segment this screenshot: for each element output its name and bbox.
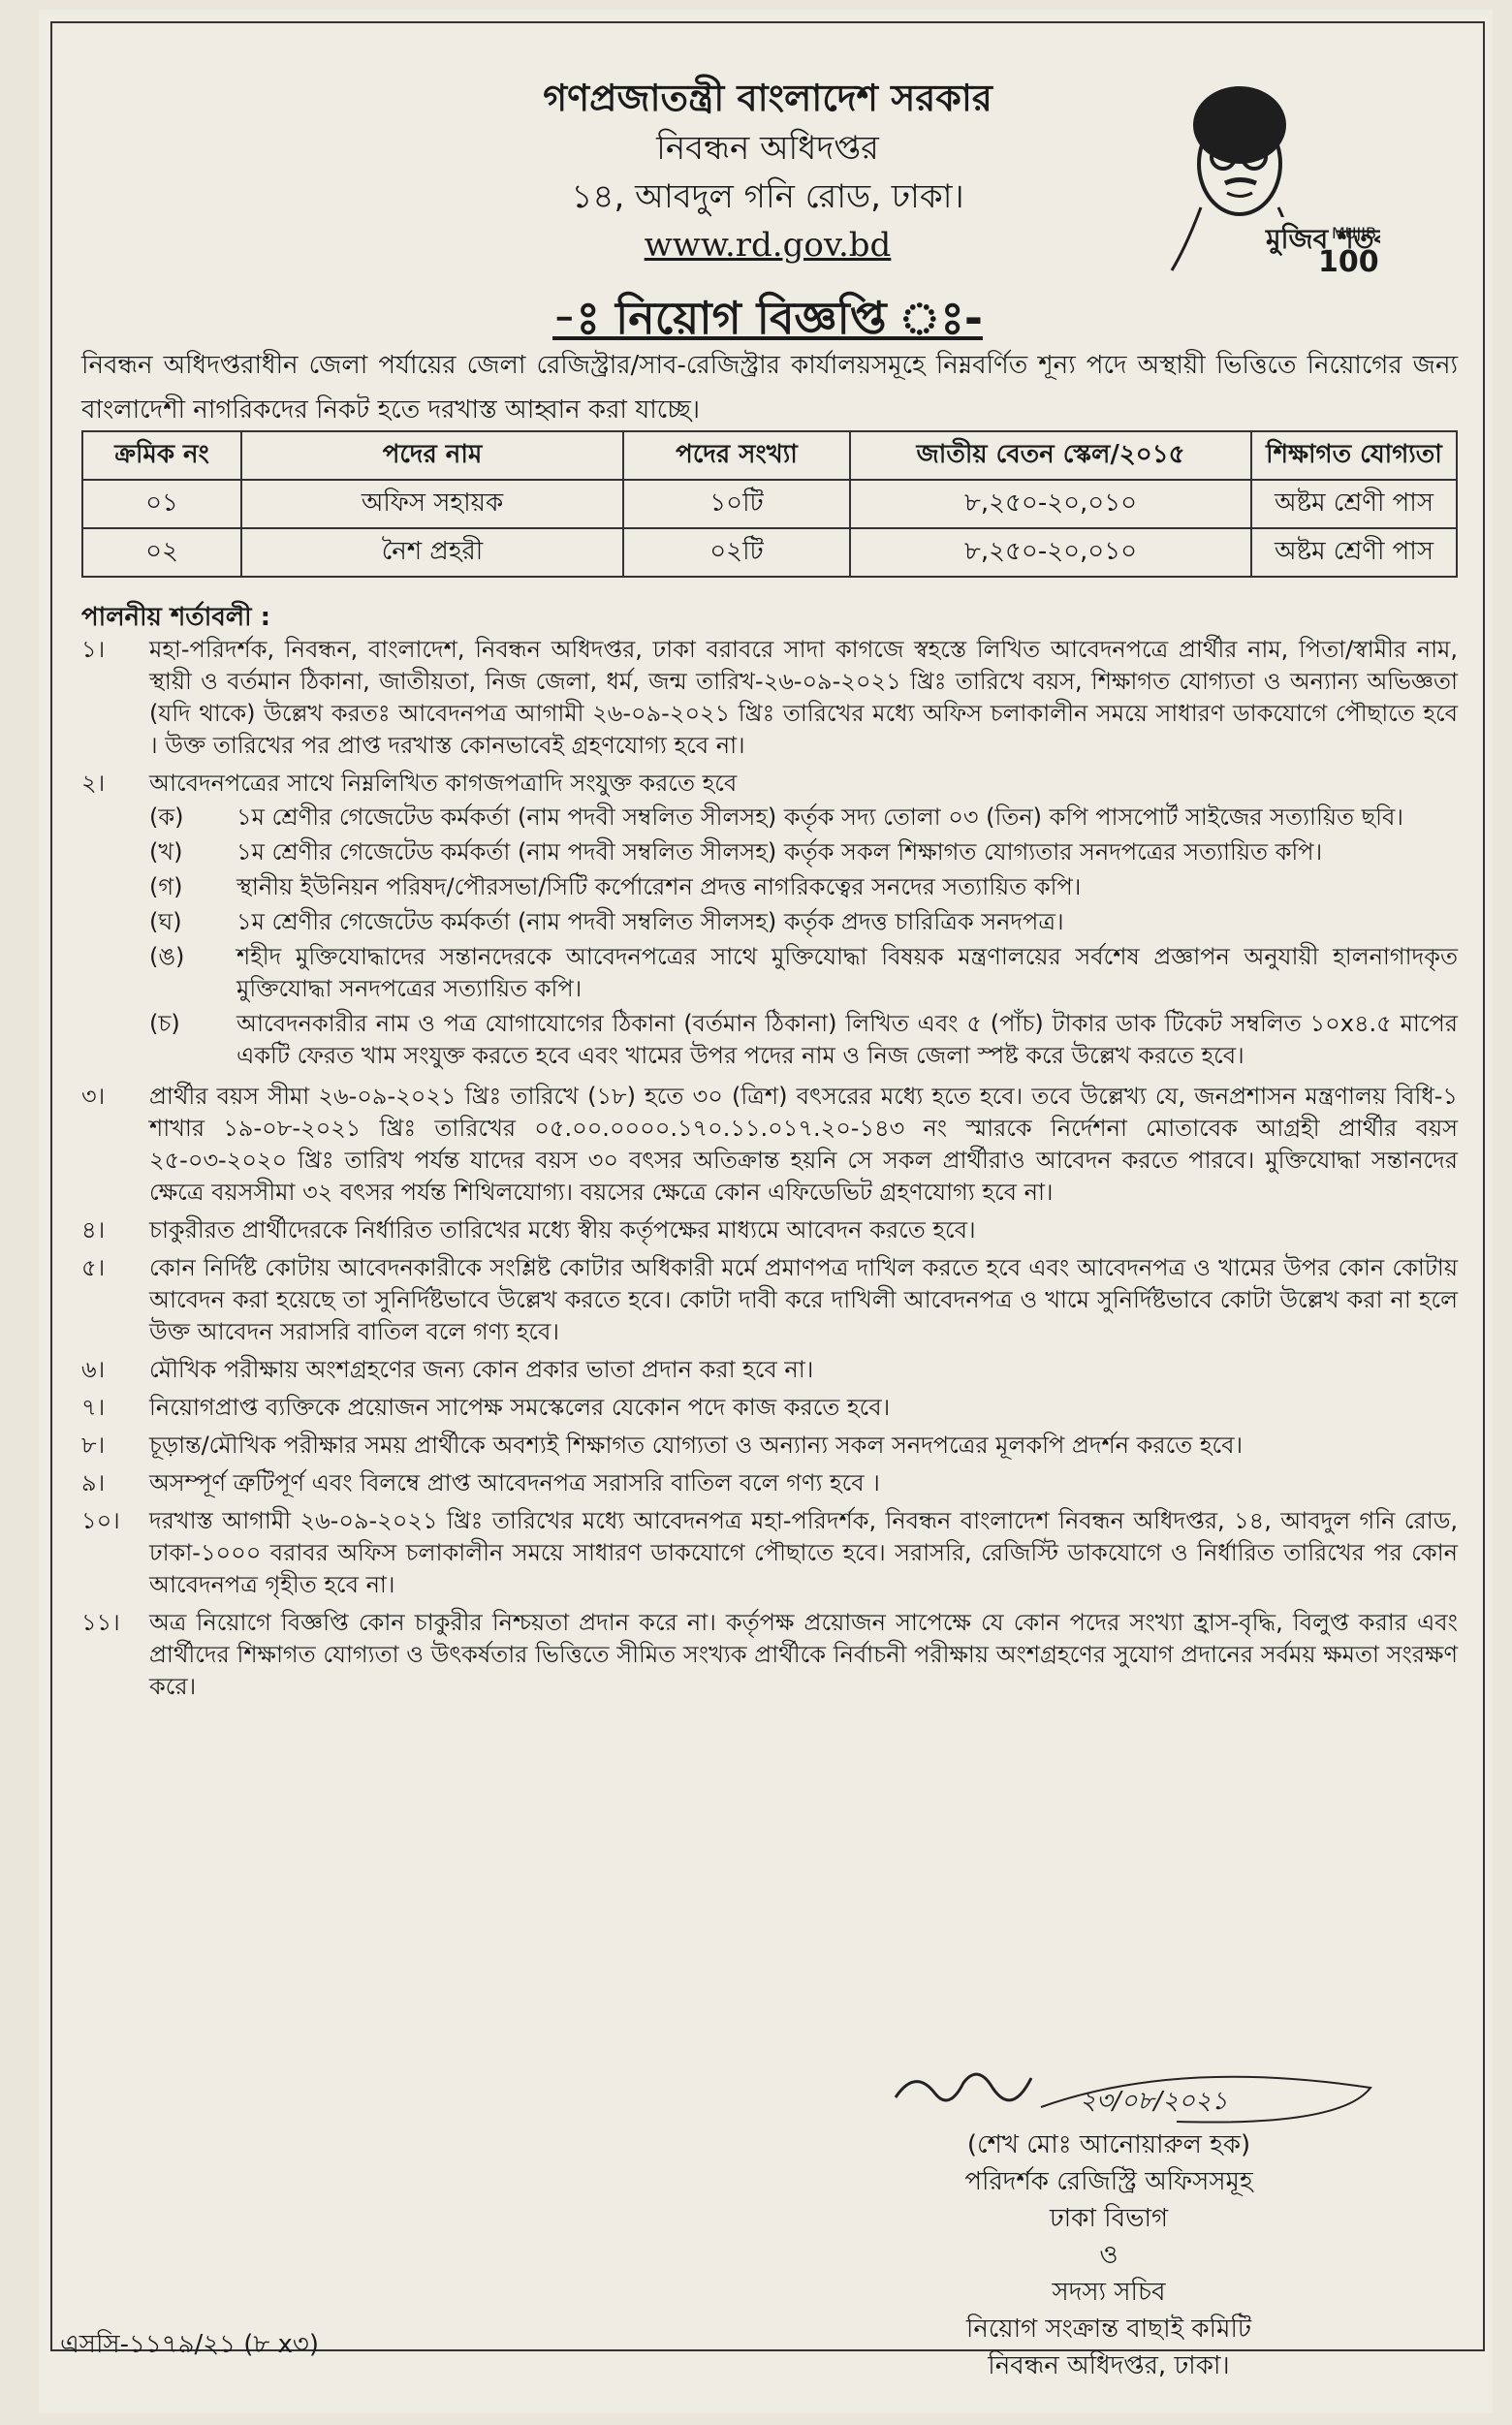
condition-item (81, 1505, 1458, 1601)
condition-item (81, 1252, 1458, 1348)
document-text: ১ম শ্রেণীর গেজেটেড কর্মকর্তা (নাম পদবী সম্বলিত সীলসহ) কর্তৃক সকল শিক্ষাগত যোগ্যতার সনদপত্রের সত্যায়িত কপি। (236, 838, 1323, 866)
col-qualification: শিক্ষাগত যোগ্যতা (1251, 431, 1457, 480)
notice-frame (50, 21, 1485, 2380)
document-item (149, 1008, 1458, 1072)
document-number: (খ) (149, 838, 183, 866)
department-name: নিবন্ধন অধিদপ্তর (656, 129, 879, 168)
documents-list (149, 802, 1458, 1072)
condition-number: ৬। (81, 1356, 106, 1383)
cell-post-name: নৈশ প্রহরী (241, 528, 623, 577)
cell-post-name: অফিস সহায়ক (241, 480, 623, 528)
condition-number: ৯। (81, 1469, 106, 1496)
condition-text: মহা-পরিদর্শক, নিবন্ধন, বাংলাদেশ, নিবন্ধন অধিদপ্তর, ঢাকা বরাবরে সাদা কাগজে স্বহস্তে লিখিত আবেদনপত্রে প্রার্থীর নাম, পিতা/স্বামীর নাম, স্থায়ী ও বর্তমান ঠিকানা, জাতীয়তা, নিজ জেলা, ধর্ম, জন্ম তারিখ-২৬-০৯-২০২১ খ্রিঃ তারিখে বয়স, শিক্ষাগত যোগ্যতা ও অন্যান্য অভিজ্ঞতা (যদি থাকে) উল্লেখ করতঃ আবেদনপত্র আগামী ২৬-০৯-২০২১ খ্রিঃ তারিখের মধ্যে অফিস চলাকালীন সময়ে সাধারণ ডাকযোগে পৌছাতে হবে । উক্ত তারিখের পর প্রাপ্ত দরখাস্ত কোনভাবেই গ্রহণযোগ্য হবে না। (149, 636, 1458, 759)
notice-title: -ঃ নিয়োগ বিজ্ঞপ্তি ঃ- (552, 292, 983, 344)
cell-pay-scale: ৮,২৫০-২০,০১০ (850, 528, 1251, 577)
document-number: (ঘ) (149, 908, 182, 935)
condition-item (81, 1607, 1458, 1703)
condition-item (81, 1354, 1458, 1386)
condition-item (81, 1392, 1458, 1424)
document-number: (গ) (149, 873, 183, 900)
condition-text: নিয়োগপ্রাপ্ত ব্যক্তিকে প্রয়োজন সাপেক্ষ সমস্কেলের যেকোন পদে কাজ করতে হবে। (149, 1394, 891, 1421)
condition-text: আবেদনপত্রের সাথে নিম্নলিখিত কাগজপত্রাদি সংযুক্ত করতে হবে (149, 770, 738, 797)
posts-table (81, 430, 1458, 578)
condition-number: ১। (81, 636, 106, 663)
govt-name: গণপ্রজাতন্ত্রী বাংলাদেশ সরকার (543, 77, 992, 119)
handwritten-signature (886, 2049, 1390, 2136)
cell-qualification: অষ্টম শ্রেণী পাস (1251, 528, 1457, 577)
website-link[interactable]: www.rd.gov.bd (644, 226, 892, 265)
document-number: (ক) (149, 803, 184, 831)
document-item (149, 836, 1458, 868)
document-number: (ঙ) (149, 943, 185, 970)
signatory-division: ঢাকা বিভাগ (1049, 2204, 1169, 2233)
condition-number: ৪। (81, 1216, 106, 1244)
condition-text: চাকুরীরত প্রার্থীদেরকে নির্ধারিত তারিখের মধ্যে স্বীয় কর্তৃপক্ষের মাধ্যমে আবেদন করতে হবে। (149, 1216, 976, 1244)
document-text: শহীদ মুক্তিযোদ্ধাদের সন্তানদেরকে আবেদনপত্রের সাথে মুক্তিযোদ্ধা বিষয়ক মন্ত্রণালয়ের সর্বশেষ প্রজ্ঞাপন অনুযায়ী হালনাগাদকৃত মুক্তিযোদ্ধা সনদপত্রের সত্যায়িত কপি। (236, 943, 1458, 1002)
condition-number: ১০। (81, 1507, 120, 1534)
table-row (82, 480, 1457, 528)
document-text: ১ম শ্রেণীর গেজেটেড কর্মকর্তা (নাম পদবী সম্বলিত সীলসহ) কর্তৃক প্রদত্ত চারিত্রিক সনদপত্র। (236, 908, 1064, 935)
mujib-100-logo-icon (1148, 72, 1380, 275)
condition-text: চূড়ান্ত/মৌখিক পরীক্ষার সময় প্রার্থীকে অবশ্যই শিক্ষাগত যোগ্যতা ও অন্যান্য সকল সনদপত্রের মূলকপি প্রদর্শন করতে হবে। (149, 1432, 1244, 1459)
condition-text: কোন নির্দিষ্ট কোটায় আবেদনকারীকে সংশ্লিষ্ট কোটার অধিকারী মর্মে প্রমাণপত্র দাখিল করতে হবে এবং আবেদনপত্র ও খামের উপর কোন কোটায় আবেদন করা হয়েছে তা সুনির্দিষ্টভাবে উল্লেখ করতে হবে। কোটা দাবী করে দাখিলী আবেদনপত্র ও খামে সুনির্দিষ্টভাবে কোটা উল্লেখ করা না হলে উক্ত আবেদন সরাসরি বাতিল বলে গণ্য হবে। (149, 1254, 1458, 1345)
logo-number: 100 (1318, 245, 1379, 275)
condition-number: ২। (81, 770, 106, 797)
address: ১৪, আবদুল গনি রোড, ঢাকা। (571, 177, 964, 216)
signatory-name: (শেখ মোঃ আনোয়ারুল হক) (966, 2130, 1251, 2159)
signatory-block (799, 2126, 1419, 2384)
document-text: ১ম শ্রেণীর গেজেটেড কর্মকর্তা (নাম পদবী সম্বলিত সীলসহ) কর্তৃক সদ্য তোলা ০৩ (তিন) কপি পাসপোর্ট সাইজের সত্যায়িত ছবি। (236, 803, 1403, 831)
condition-number: ৭। (81, 1394, 106, 1421)
signature-date: ২৩/০৮/২০২১ (1080, 2087, 1228, 2116)
cell-post-count: ১০টি (623, 480, 850, 528)
newspaper-clipping (39, 10, 1493, 2413)
signatory-office: নিবন্ধন অধিদপ্তর, ঢাকা। (988, 2351, 1230, 2380)
condition-text: মৌখিক পরীক্ষায় অংশগ্রহণের জন্য কোন প্রকার ভাতা প্রদান করা হবে না। (149, 1356, 814, 1383)
condition-number: ৩। (81, 1083, 106, 1110)
condition-item (81, 634, 1458, 762)
condition-item (81, 1081, 1458, 1209)
intro-paragraph: নিবন্ধন অধিদপ্তরাধীন জেলা পর্যায়ের জেলা রেজিস্ট্রার/সাব-রেজিস্ট্রার কার্যালয়সমূহে নিম্নবর্ণিত শূন্য পদে অস্থায়ী ভিত্তিতে নিয়োগের জন্য বাংলাদেশী নাগরিকদের নিকট হতে দরখাস্ত আহ্বান করা যাচ্ছে। (81, 351, 1458, 425)
col-post-count: পদের সংখ্যা (623, 431, 850, 480)
signatory-conjunction: ও (1099, 2241, 1118, 2270)
signatory-title: পরিদর্শক রেজিস্ট্রি অফিসসমূহ (964, 2167, 1253, 2196)
condition-item (81, 768, 1458, 1075)
condition-item (81, 1214, 1458, 1246)
condition-item (81, 1430, 1458, 1462)
condition-text: অত্র নিয়োগে বিজ্ঞপ্তি কোন চাকুরীর নিশ্চয়তা প্রদান করে না। কর্তৃপক্ষ প্রয়োজন সাপেক্ষে যে কোন পদের সংখ্যা হ্রাস-বৃদ্ধি, বিলুপ্ত করার এবং প্রার্থীদের শিক্ষাগত যোগ্যতা ও উৎকর্ষতার ভিত্তিতে সীমিত সংখ্যক প্রার্থীকে নির্বাচনী পরীক্ষায় অংশগ্রহণের সুযোগ প্রদানের সর্বময় ক্ষমতা সংরক্ষণ করে। (149, 1609, 1458, 1700)
document-item (149, 906, 1458, 938)
conditions-heading: পালনীয় শর্তাবলী : (81, 603, 271, 632)
condition-text: প্রার্থীর বয়স সীমা ২৬-০৯-২০২১ খ্রিঃ তারিখে (১৮) হতে ৩০ (ত্রিশ) বৎসরের মধ্যে হতে হবে। তবে উল্লেখ্য যে, জনপ্রশাসন মন্ত্রণালয় বিধি-১ শাখার ১৯-০৮-২০২১ খ্রিঃ তারিখের ০৫.০০.০০০০.১৭০.১১.০১৭.২০-১৪৩ নং স্মারকে নির্দেশনা মোতাবেক আগ্রহী প্রার্থীর বয়স ২৫-০৩-২০২০ খ্রিঃ তারিখ পর্যন্ত যাদের বয়স ৩০ বৎসর অতিক্রান্ত হয়নি সে সকল প্রার্থীরাও আবেদন করতে পারবে। মুক্তিযোদ্ধা সন্তানদের ক্ষেত্রে বয়সসীমা ৩২ বৎসর পর্যন্ত শিথিলযোগ্য। বয়সের ক্ষেত্রে কোন এফিডেভিট গ্রহণযোগ্য হবে না। (149, 1083, 1458, 1206)
logo-text-en: MUJIB (1332, 224, 1376, 242)
cell-post-count: ০২টি (623, 528, 850, 577)
table-row (82, 528, 1457, 577)
col-post-name: পদের নাম (241, 431, 623, 480)
document-item (149, 941, 1458, 1005)
condition-number: ১১। (81, 1609, 120, 1636)
condition-text: অসম্পূর্ণ ত্রুটিপূর্ণ এবং বিলম্বে প্রাপ্ত আবেদনপত্র সরাসরি বাতিল বলে গণ্য হবে । (149, 1469, 880, 1496)
condition-number: ৫। (81, 1254, 106, 1281)
condition-item (81, 1467, 1458, 1499)
conditions-list (81, 634, 1458, 1709)
memo-number: এসসি-১১৭৯/২১ (৮ x৩) (60, 2330, 319, 2359)
condition-text: দরখাস্ত আগামী ২৬-০৯-২০২১ খ্রিঃ তারিখের মধ্যে আবেদনপত্র মহা-পরিদর্শক, নিবন্ধন বাংলাদেশ নিবন্ধন অধিদপ্তর, ১৪, আবদুল গনি রোড, ঢাকা-১০০০ বরাবর অফিস চলাকালীন সময়ে সাধারণ ডাকযোগে পৌছাতে হবে। সরাসরি, রেজিস্টি ডাকযোগে ও নির্ধারিত তারিখের পর কোন আবেদনপত্র গৃহীত হবে না। (149, 1507, 1458, 1598)
cell-serial: ০২ (82, 528, 241, 577)
signatory-role: সদস্য সচিব (1052, 2278, 1166, 2307)
table-header-row (82, 431, 1457, 480)
document-item (149, 802, 1458, 834)
logo-text-bn: মুজিব শত (1266, 223, 1374, 255)
condition-number: ৮। (81, 1432, 106, 1459)
col-pay-scale: জাতীয় বেতন স্কেল/২০১৫ (850, 431, 1251, 480)
document-number: (চ) (149, 1010, 180, 1037)
cell-serial: ০১ (82, 480, 241, 528)
document-text: স্থানীয় ইউনিয়ন পরিষদ/পৌরসভা/সিটি কর্পোরেশন প্রদত্ত নাগরিকত্বের সনদের সত্যায়িত কপি। (236, 873, 1082, 900)
cell-qualification: অষ্টম শ্রেণী পাস (1251, 480, 1457, 528)
document-text: আবেদনকারীর নাম ও পত্র যোগাযোগের ঠিকানা (বর্তমান ঠিকানা) লিখিত এবং ৫ (পাঁচ) টাকার ডাক টিকেট সম্বলিত ১০x৪.৫ মাপের একটি ফেরত খাম সংযুক্ত করতে হবে এবং খামের উপর পদের নাম ও নিজ জেলা স্পষ্ট করে উল্লেখ করতে হবে। (236, 1010, 1458, 1069)
document-item (149, 871, 1458, 903)
signatory-committee: নিয়োগ সংক্রান্ত বাছাই কমিটি (965, 2315, 1252, 2344)
col-serial: ক্রমিক নং (82, 431, 241, 480)
cell-pay-scale: ৮,২৫০-২০,০১০ (850, 480, 1251, 528)
